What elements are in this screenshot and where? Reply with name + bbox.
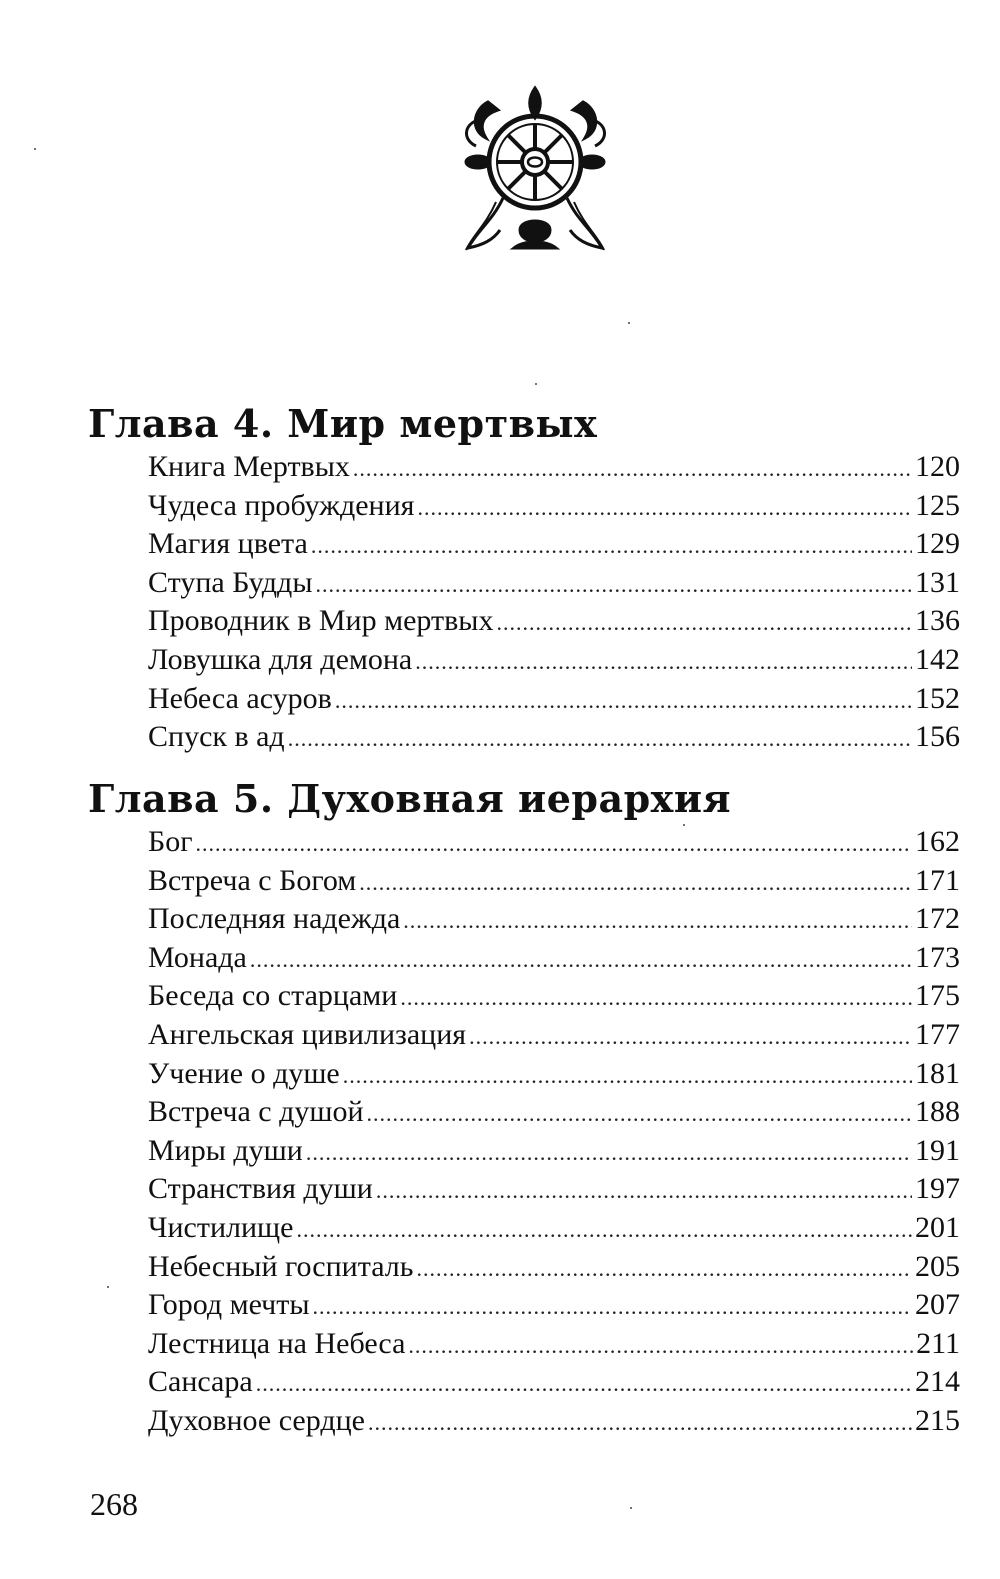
scan-speck <box>630 1507 632 1509</box>
entry-page: 173 <box>915 940 960 974</box>
dot-leader <box>250 941 912 980</box>
dot-leader <box>496 604 912 643</box>
chapter-title: Глава 5. Духовная иерархия <box>88 776 732 821</box>
entry-label: Магия цвета <box>148 527 308 561</box>
entry-label: Книга Мертвых <box>148 450 350 483</box>
entry-label: Встреча с Богом <box>148 863 357 897</box>
dot-leader <box>417 489 912 528</box>
entry-page: 171 <box>915 863 960 897</box>
entry-label: Духовное сердце <box>148 1403 365 1437</box>
dot-leader <box>400 979 912 1018</box>
dot-leader <box>368 1404 912 1443</box>
toc-entry[interactable] <box>148 823 960 862</box>
toc-entry[interactable] <box>148 718 960 757</box>
chapter-4 <box>88 400 960 757</box>
toc-entry[interactable] <box>148 680 960 719</box>
dot-leader <box>367 1095 912 1134</box>
dot-leader <box>469 1018 912 1057</box>
entry-page: 207 <box>915 1288 960 1322</box>
entry-label: Небеса асуров <box>148 681 332 715</box>
entry-page: 162 <box>915 825 960 858</box>
dot-leader <box>335 682 912 721</box>
entry-label: Встреча с душой <box>148 1095 364 1129</box>
toc-list <box>88 448 960 757</box>
entry-page: 177 <box>915 1017 960 1051</box>
toc-list <box>88 823 960 1441</box>
entry-label: Сансара <box>148 1365 253 1399</box>
dot-leader <box>196 825 912 864</box>
dot-leader <box>376 1172 912 1211</box>
toc-entry[interactable] <box>148 862 960 901</box>
page-number: 268 <box>90 1486 138 1522</box>
dot-leader <box>296 1211 912 1250</box>
entry-page: 120 <box>915 450 960 483</box>
toc-entry[interactable] <box>148 1209 960 1248</box>
toc-entry[interactable] <box>148 939 960 978</box>
dot-leader <box>288 720 912 759</box>
scan-speck <box>683 824 685 826</box>
toc-entry[interactable] <box>148 900 960 939</box>
entry-page: 188 <box>915 1095 960 1129</box>
entry-page: 215 <box>915 1403 960 1437</box>
entry-label: Чудеса пробуждения <box>148 488 415 522</box>
scan-speck <box>107 1286 109 1288</box>
chapter-5 <box>88 775 960 1441</box>
dharma-wheel-icon <box>448 80 623 265</box>
entry-page: 136 <box>915 604 960 638</box>
dot-leader <box>403 902 912 941</box>
entry-label: Странствия души <box>148 1172 373 1206</box>
entry-label: Город мечты <box>148 1288 310 1322</box>
toc-entry[interactable] <box>148 448 960 487</box>
toc-entry[interactable] <box>148 564 960 603</box>
entry-label: Учение о душе <box>148 1056 340 1090</box>
toc-entry[interactable] <box>148 1170 960 1209</box>
scan-speck <box>535 383 537 385</box>
entry-page: 175 <box>915 979 960 1013</box>
toc-entry[interactable] <box>148 977 960 1016</box>
dot-leader <box>415 643 912 682</box>
toc-entry[interactable] <box>148 1093 960 1132</box>
chapter-title: Глава 4. Мир мертвых <box>88 401 598 446</box>
dot-leader <box>343 1057 912 1096</box>
entry-page: 214 <box>915 1365 960 1399</box>
dot-leader <box>306 1134 912 1173</box>
entry-page: 131 <box>915 565 960 599</box>
toc-entry[interactable] <box>148 641 960 680</box>
dot-leader <box>353 450 912 489</box>
toc-entry[interactable] <box>148 1016 960 1055</box>
entry-page: 142 <box>915 642 960 676</box>
dot-leader <box>359 864 912 903</box>
entry-label: Спуск в ад <box>148 720 285 754</box>
entry-page: 201 <box>915 1210 960 1244</box>
dot-leader <box>313 1288 912 1327</box>
entry-label: Бог <box>148 825 193 858</box>
entry-page: 205 <box>915 1249 960 1283</box>
toc-entry[interactable] <box>148 525 960 564</box>
entry-page: 211 <box>916 1326 960 1360</box>
toc-entry[interactable] <box>148 487 960 526</box>
entry-label: Небесный госпиталь <box>148 1249 414 1283</box>
entry-label: Ловушка для демона <box>148 642 413 676</box>
entry-page: 125 <box>915 488 960 522</box>
entry-page: 156 <box>915 720 960 754</box>
toc-entry[interactable] <box>148 1325 960 1364</box>
entry-label: Беседа со старцами <box>148 979 398 1013</box>
scan-speck <box>628 322 630 324</box>
entry-page: 172 <box>915 902 960 936</box>
dot-leader <box>408 1327 913 1366</box>
dot-leader <box>256 1365 912 1404</box>
toc-entry[interactable] <box>148 1363 960 1402</box>
entry-page: 129 <box>915 527 960 561</box>
entry-label: Монада <box>148 940 247 974</box>
entry-label: Чистилище <box>148 1210 294 1244</box>
scan-speck <box>34 148 36 150</box>
toc-entry[interactable] <box>148 1286 960 1325</box>
entry-label: Ступа Будды <box>148 565 313 599</box>
toc-entry[interactable] <box>148 1402 960 1441</box>
dot-leader <box>311 527 912 566</box>
entry-label: Ангельская цивилизация <box>148 1017 467 1051</box>
toc-entry[interactable] <box>148 602 960 641</box>
dot-leader <box>315 566 912 605</box>
entry-label: Лестница на Небеса <box>148 1326 406 1360</box>
entry-label: Проводник в Мир мертвых <box>148 604 494 638</box>
toc-entry[interactable] <box>148 1055 960 1094</box>
entry-label: Последняя надежда <box>148 902 401 936</box>
dot-leader <box>416 1250 912 1289</box>
toc-entry[interactable] <box>148 1248 960 1287</box>
entry-page: 152 <box>915 681 960 715</box>
entry-page: 181 <box>915 1056 960 1090</box>
entry-label: Миры души <box>148 1133 303 1167</box>
entry-page: 197 <box>915 1172 960 1206</box>
toc-entry[interactable] <box>148 1132 960 1171</box>
entry-page: 191 <box>915 1133 960 1167</box>
